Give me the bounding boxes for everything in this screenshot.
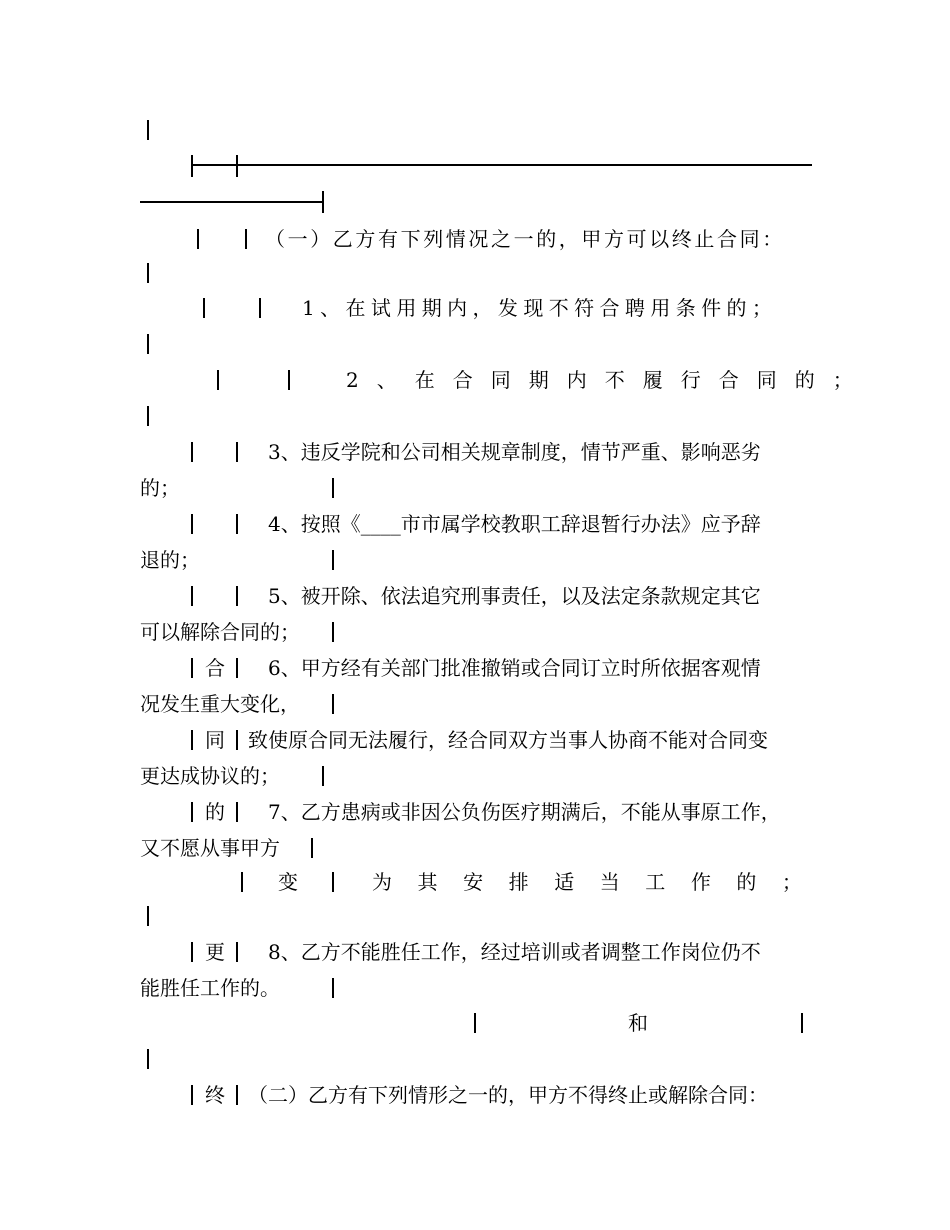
clause-item-continued: 退的； [140, 548, 200, 572]
clause-item-continued [372, 872, 802, 892]
clause-item: 7、乙方患病或非因公负伤医疗期满后，不能从事原工作， [268, 800, 781, 824]
clause-item: 2、在合同期内不履行合同的； [346, 368, 871, 392]
table-border [147, 263, 149, 283]
section-heading: （二）乙方有下列情形之一的，甲方不得终止或解除合同： [248, 1083, 768, 1107]
clause-item-continued: 况发生重大变化， [140, 692, 300, 716]
table-border [191, 586, 193, 606]
table-border [322, 191, 324, 213]
side-column-char: 同 [205, 728, 225, 752]
table-border [322, 766, 324, 786]
table-border [236, 730, 238, 750]
clause-char: 其 [417, 870, 438, 894]
table-border [191, 514, 193, 534]
clause-item-continued: 更达成协议的； [140, 764, 280, 788]
table-border [203, 298, 205, 318]
table-border [147, 906, 149, 926]
table-border [332, 622, 334, 642]
table-border [259, 298, 261, 318]
table-border [474, 1013, 476, 1033]
table-border [236, 942, 238, 962]
clause-item-continued: 能胜任工作的。 [140, 976, 280, 1000]
table-border [332, 550, 334, 570]
clause-item: 8、乙方不能胜任工作，经过培训或者调整工作岗位仍不 [268, 940, 761, 964]
table-border [245, 229, 247, 249]
table-border [147, 1049, 149, 1069]
table-border [191, 1085, 193, 1105]
clause-char: 的 [736, 870, 757, 894]
clause-item: 3、违反学院和公司相关规章制度，情节严重、影响恶劣 [268, 440, 761, 464]
table-border [147, 334, 149, 354]
table-rule [140, 201, 324, 203]
table-border [332, 978, 334, 998]
clause-char: 安 [463, 870, 484, 894]
table-border [241, 872, 243, 892]
clause-item-continued: 又不愿从事甲方 [140, 836, 280, 860]
clause-char: 适 [554, 870, 575, 894]
table-border [332, 694, 334, 714]
table-border [191, 658, 193, 678]
table-border [236, 658, 238, 678]
table-border [191, 155, 193, 177]
table-border [236, 586, 238, 606]
clause-char: 作 [690, 870, 711, 894]
table-border [191, 942, 193, 962]
clause-char: ； [781, 870, 802, 894]
section-heading: （一）乙方有下列情况之一的，甲方可以终止合同： [265, 227, 785, 251]
table-border [332, 872, 334, 892]
connector-text: 和 [628, 1011, 648, 1035]
clause-item: 5、被开除、依法追究刑事责任，以及法定条款规定其它 [268, 584, 761, 608]
table-border [191, 802, 193, 822]
table-border [236, 442, 238, 462]
side-column-char: 更 [205, 940, 225, 964]
table-rule [191, 164, 812, 166]
table-border [191, 442, 193, 462]
clause-item: 4、按照《____市市属学校教职工辞退暂行办法》应予辞 [268, 512, 761, 536]
table-border [147, 120, 149, 140]
table-border [217, 370, 219, 390]
side-column-char: 的 [205, 800, 225, 824]
table-border [197, 229, 199, 249]
side-column-char: 变 [278, 870, 298, 894]
table-border [147, 406, 149, 426]
clause-char: 当 [599, 870, 620, 894]
clause-item: 6、甲方经有关部门批准撤销或合同订立时所依据客观情 [268, 656, 761, 680]
clause-char: 排 [508, 870, 529, 894]
table-border [236, 802, 238, 822]
side-column-char: 终 [205, 1083, 225, 1107]
table-border [288, 370, 290, 390]
clause-char: 工 [645, 870, 666, 894]
clause-item-continued: 致使原合同无法履行，经合同双方当事人协商不能对合同变 [248, 728, 768, 752]
table-border [236, 155, 238, 177]
table-border [801, 1013, 803, 1033]
table-border [191, 730, 193, 750]
side-column-char: 合 [205, 656, 225, 680]
table-border [311, 838, 313, 858]
clause-item-continued: 可以解除合同的； [140, 620, 300, 644]
clause-item: 1、在试用期内，发现不符合聘用条件的； [302, 296, 778, 320]
table-border [332, 478, 334, 498]
clause-char: 为 [372, 870, 392, 894]
table-border [236, 514, 238, 534]
table-border [236, 1085, 238, 1105]
clause-item-continued: 的； [140, 476, 180, 500]
